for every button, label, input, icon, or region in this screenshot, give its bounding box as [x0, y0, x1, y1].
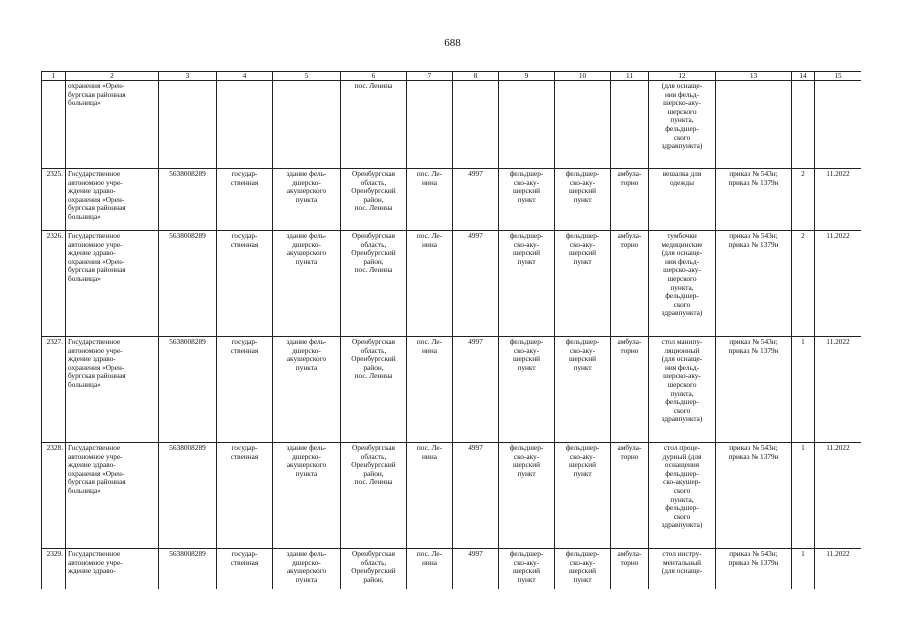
cell-text: 2329. [46, 549, 63, 558]
cell-text: 4997 [468, 443, 483, 452]
table-cell-col-15 [815, 443, 862, 549]
table-cell-col-7 [407, 337, 453, 443]
cell-text: 2325. [46, 169, 63, 178]
table-cell-col-14 [792, 337, 815, 443]
cell-text: 5638008289 [169, 169, 206, 178]
table-cell-col-14 [792, 231, 815, 337]
cell-text: 2328. [46, 443, 63, 452]
table-cell-col-6 [341, 231, 407, 337]
cell-text: амбула- торно [617, 169, 642, 187]
table-cell-col-3 [159, 337, 217, 443]
table-cell-col-14 [792, 169, 815, 231]
cell-text: 2 [801, 231, 805, 240]
table-cell-col-7 [407, 169, 453, 231]
table-cell-col-9 [499, 169, 555, 231]
table-cell-col-9 [499, 81, 555, 169]
table-cell-col-4 [217, 231, 273, 337]
table-cell-col-5 [273, 443, 341, 549]
cell-text: Оренбургская область, Оренбургский район, пос. Ленина [351, 337, 396, 381]
cell-text: стол инстру- ментальный (для оснаще- [661, 549, 703, 576]
cell-text: стол проце- дурный (для оснащения фельдшер- ско-акушер- ского пункта, фельдшер- ского здравпункта) [661, 443, 703, 530]
column-number-1: 1 [42, 72, 66, 81]
table-cell-col-6 [341, 169, 407, 231]
table-cell-col-13 [716, 81, 792, 169]
table-cell-col-1 [42, 337, 66, 443]
table-cell-col-12 [649, 337, 716, 443]
cell-text: государ- ственная [230, 337, 259, 355]
cell-text: здание фель- дшерско- акушерского пункта [286, 231, 327, 266]
table-cell-col-5 [273, 337, 341, 443]
cell-text: приказ № 543н; приказ № 1379н [728, 231, 779, 249]
cell-text: 4997 [468, 337, 483, 346]
cell-text: приказ № 543н; приказ № 1379н [728, 549, 779, 567]
table-cell-col-3 [159, 81, 217, 169]
cell-text: амбула- торно [617, 231, 642, 249]
cell-text: 2326. [46, 231, 63, 240]
table-cell-col-15 [815, 231, 862, 337]
cell-text: тумбочки медицинские (для оснаще- ния фельд- шерско-аку- шерского пункта, фельдшер- ского здравпункта) [661, 231, 703, 318]
table-cell-col-11 [611, 169, 649, 231]
cell-text: Государственное автономное учре- ждение здраво- [68, 549, 123, 576]
table-row [42, 169, 862, 231]
table-cell-col-2 [66, 337, 159, 443]
table-cell-col-15 [815, 81, 862, 169]
cell-text: государ- ственная [230, 443, 259, 461]
table-cell-col-2 [66, 231, 159, 337]
table-cell-col-8 [453, 169, 499, 231]
table-cell-col-5 [273, 169, 341, 231]
column-number-9: 9 [499, 72, 555, 81]
cell-text: 11.2022 [826, 169, 850, 178]
table-cell-col-13 [716, 549, 792, 590]
table-cell-col-14 [792, 549, 815, 590]
table-cell-col-3 [159, 549, 217, 590]
table-cell-col-10 [555, 169, 611, 231]
table-cell-col-7 [407, 81, 453, 169]
cell-text: пос. Ленина [354, 81, 393, 90]
table-row [42, 337, 862, 443]
table-cell-col-1 [42, 549, 66, 590]
cell-text: пос. Ле- нина [416, 549, 443, 567]
table-cell-col-11 [611, 81, 649, 169]
table-row [42, 81, 862, 169]
table-cell-col-10 [555, 549, 611, 590]
column-number-11: 11 [611, 72, 649, 81]
table-cell-col-4 [217, 81, 273, 169]
table-cell-col-14 [792, 81, 815, 169]
cell-text: 1 [801, 337, 805, 346]
table-cell-col-6 [341, 443, 407, 549]
table-cell-col-13 [716, 337, 792, 443]
table-cell-col-10 [555, 81, 611, 169]
column-number-header-row [42, 72, 862, 81]
table-cell-col-11 [611, 443, 649, 549]
cell-text: приказ № 543н; приказ № 1379н [728, 337, 779, 355]
table-cell-col-4 [217, 169, 273, 231]
table-cell-col-5 [273, 81, 341, 169]
column-number-6: 6 [341, 72, 407, 81]
cell-text: 4997 [468, 169, 483, 178]
table-cell-col-6 [341, 81, 407, 169]
cell-text: 4997 [468, 231, 483, 240]
cell-text: Государственное автономное учре- ждение здраво- охранения «Орен- бургская районная больница» [68, 337, 126, 389]
cell-text: здание фель- дшерско- акушерского пункта [286, 549, 327, 584]
table-cell-col-15 [815, 169, 862, 231]
table-cell-col-12 [649, 169, 716, 231]
cell-text: приказ № 543н; приказ № 1379н [728, 443, 779, 461]
table-cell-col-7 [407, 549, 453, 590]
table-cell-col-15 [815, 337, 862, 443]
column-number-14: 14 [792, 72, 815, 81]
table-cell-col-11 [611, 337, 649, 443]
cell-text: Оренбургская область, Оренбургский район, пос. Ленина [351, 443, 396, 487]
cell-text: 4997 [468, 549, 483, 558]
column-number-8: 8 [453, 72, 499, 81]
table-cell-col-10 [555, 231, 611, 337]
table-cell-col-7 [407, 231, 453, 337]
cell-text: 5638008289 [169, 549, 206, 558]
cell-text: Оренбургская область, Оренбургский район, [351, 549, 396, 584]
cell-text: пос. Ле- нина [416, 443, 443, 461]
cell-text: государ- ственная [230, 169, 259, 187]
cell-text: 2 [801, 169, 805, 178]
cell-text: фельдшер- ско-аку- шерский пункт [565, 337, 600, 372]
document-table-wrapper [41, 71, 861, 589]
column-number-7: 7 [407, 72, 453, 81]
cell-text: 5638008289 [169, 337, 206, 346]
cell-text: приказ № 543н; приказ № 1379н [728, 169, 779, 187]
table-cell-col-1 [42, 81, 66, 169]
cell-text: 5638008289 [169, 443, 206, 452]
column-number-5: 5 [273, 72, 341, 81]
cell-text: фельдшер- ско-аку- шерский пункт [509, 443, 544, 478]
cell-text: фельдшер- ско-аку- шерский пункт [565, 169, 600, 204]
cell-text: фельдшер- ско-аку- шерский пункт [509, 337, 544, 372]
table-cell-col-7 [407, 443, 453, 549]
table-cell-col-4 [217, 443, 273, 549]
table-cell-col-8 [453, 81, 499, 169]
column-number-15: 15 [815, 72, 862, 81]
cell-text: 2327. [46, 337, 63, 346]
table-cell-col-15 [815, 549, 862, 590]
table-cell-col-8 [453, 337, 499, 443]
table-cell-col-5 [273, 549, 341, 590]
table-row [42, 549, 862, 590]
column-number-4: 4 [217, 72, 273, 81]
cell-text: (для оснаще- ния фельд- шерско-аку- шерского пункта, фельдшер- ского здравпункта) [661, 81, 703, 151]
table-cell-col-13 [716, 169, 792, 231]
table-cell-col-1 [42, 443, 66, 549]
table-cell-col-6 [341, 549, 407, 590]
cell-text: Государственное автономное учре- ждение здраво- охранения «Орен- бургская районная больница» [68, 443, 126, 495]
table-cell-col-2 [66, 443, 159, 549]
cell-text: фельдшер- ско-аку- шерский пункт [565, 443, 600, 478]
table-cell-col-2 [66, 81, 159, 169]
cell-text: охранения «Орен- бургская районная больница» [68, 81, 126, 108]
cell-text: фельдшер- ско-аку- шерский пункт [565, 231, 600, 266]
table-cell-col-13 [716, 231, 792, 337]
table-cell-col-9 [499, 231, 555, 337]
cell-text: амбула- торно [617, 337, 642, 355]
table-cell-col-4 [217, 337, 273, 443]
cell-text: 11.2022 [826, 337, 850, 346]
cell-text: здание фель- дшерско- акушерского пункта [286, 443, 327, 478]
column-number-3: 3 [159, 72, 217, 81]
cell-text: Государственное автономное учре- ждение здраво- охранения «Орен- бургская районная больница» [68, 169, 126, 221]
cell-text: пос. Ле- нина [416, 337, 443, 355]
table-row [42, 231, 862, 337]
table-body [42, 81, 862, 590]
cell-text: государ- ственная [230, 549, 259, 567]
column-number-13: 13 [716, 72, 792, 81]
table-cell-col-12 [649, 81, 716, 169]
table-cell-col-11 [611, 231, 649, 337]
table-cell-col-13 [716, 443, 792, 549]
table-cell-col-8 [453, 443, 499, 549]
table-cell-col-3 [159, 169, 217, 231]
cell-text: фельдшер- ско-аку- шерский пункт [509, 549, 544, 584]
cell-text: 11.2022 [826, 231, 850, 240]
cell-text: фельдшер- ско-аку- шерский пункт [509, 169, 544, 204]
column-number-10: 10 [555, 72, 611, 81]
column-number-2: 2 [66, 72, 159, 81]
cell-text: 1 [801, 443, 805, 452]
cell-text: пос. Ле- нина [416, 231, 443, 249]
cell-text: здание фель- дшерско- акушерского пункта [286, 169, 327, 204]
cell-text: Оренбургская область, Оренбургский район, пос. Ленина [351, 169, 396, 213]
table-cell-col-11 [611, 549, 649, 590]
table-cell-col-12 [649, 549, 716, 590]
cell-text: пос. Ле- нина [416, 169, 443, 187]
table-cell-col-9 [499, 549, 555, 590]
cell-text: фельдшер- ско-аку- шерский пункт [565, 549, 600, 584]
table-cell-col-5 [273, 231, 341, 337]
table-cell-col-3 [159, 443, 217, 549]
table-cell-col-12 [649, 443, 716, 549]
page-number: 688 [444, 37, 461, 49]
cell-text: здание фель- дшерско- акушерского пункта [286, 337, 327, 372]
table-cell-col-4 [217, 549, 273, 590]
cell-text: 11.2022 [826, 549, 850, 558]
table-cell-col-12 [649, 231, 716, 337]
table-cell-col-1 [42, 169, 66, 231]
table-cell-col-3 [159, 231, 217, 337]
cell-text: фельдшер- ско-аку- шерский пункт [509, 231, 544, 266]
cell-text: 5638008289 [169, 231, 206, 240]
cell-text: амбула- торно [617, 443, 642, 461]
cell-text: 11.2022 [826, 443, 850, 452]
table-row [42, 443, 862, 549]
table-cell-col-8 [453, 549, 499, 590]
cell-text: вешалка для одежды [662, 169, 702, 187]
cell-text: государ- ственная [230, 231, 259, 249]
table-cell-col-6 [341, 337, 407, 443]
table-cell-col-2 [66, 549, 159, 590]
table-cell-col-10 [555, 337, 611, 443]
table-cell-col-10 [555, 443, 611, 549]
cell-text: амбула- торно [617, 549, 642, 567]
table-cell-col-8 [453, 231, 499, 337]
table-cell-col-2 [66, 169, 159, 231]
table-cell-col-14 [792, 443, 815, 549]
cell-text: стол манипу- ляционный (для оснаще- ния фельд- шерско-аку- шерского пункта, фельдшер- ского здравпункта) [661, 337, 703, 424]
cell-text: Государственное автономное учре- ждение здраво- охранения «Орен- бургская районная больница» [68, 231, 126, 283]
column-number-12: 12 [649, 72, 716, 81]
table-cell-col-9 [499, 337, 555, 443]
document-table [41, 71, 861, 589]
table-cell-col-9 [499, 443, 555, 549]
table-cell-col-1 [42, 231, 66, 337]
cell-text: Оренбургская область, Оренбургский район, пос. Ленина [351, 231, 396, 275]
cell-text: 1 [801, 549, 805, 558]
